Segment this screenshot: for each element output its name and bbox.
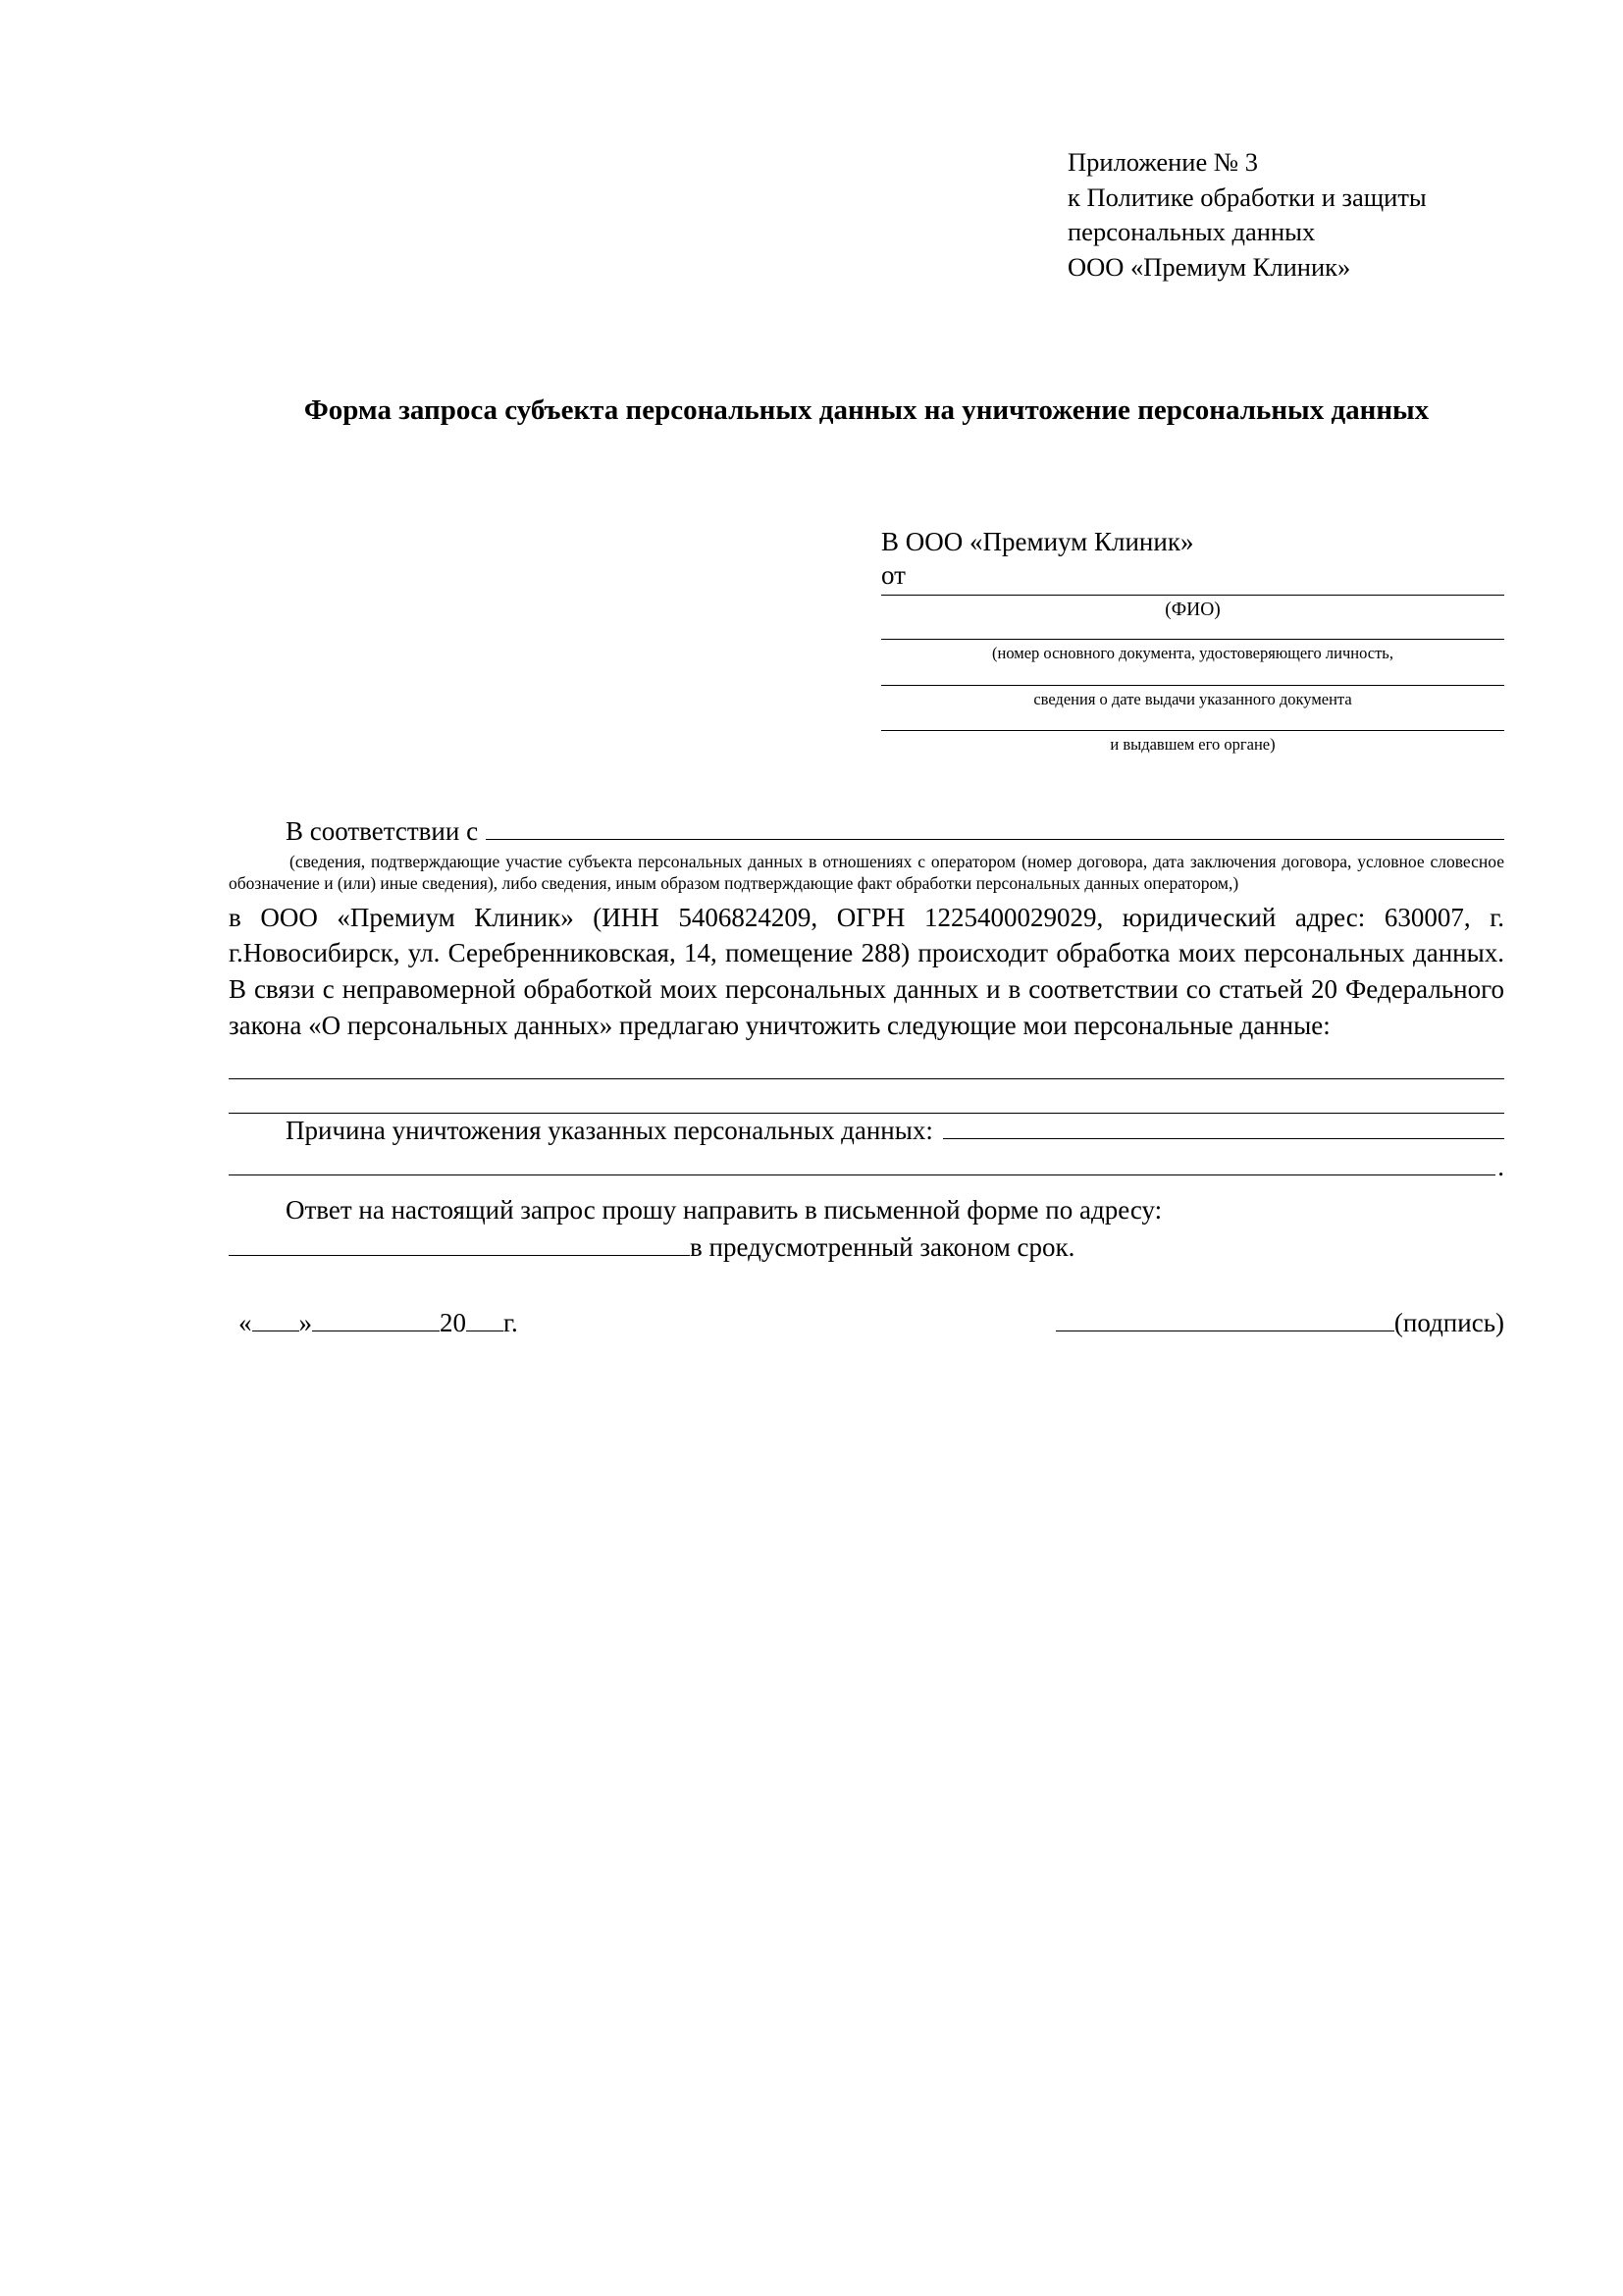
fineprint-text: (сведения, подтверждающие участие субъекта персональных данных в отношениях с оператором (номер договора, дата заключения договора, условное словесное обозначение и (или) иные сведения), либо сведения, иным образом подтверждающие факт обработки персональных данных оператором,) bbox=[229, 851, 1504, 893]
addressee-block bbox=[881, 525, 1504, 756]
signature-blank-line[interactable] bbox=[1056, 1312, 1394, 1331]
document-content bbox=[229, 0, 1504, 1338]
document-number-blank-line[interactable] bbox=[881, 639, 1504, 640]
appendix-header bbox=[1068, 145, 1504, 285]
appendix-policy-line1: к Политике обработки и защиты bbox=[1068, 182, 1427, 212]
day-blank[interactable] bbox=[252, 1312, 299, 1331]
document-date-caption: сведения о дате выдачи указанного документа bbox=[1033, 689, 1352, 708]
signature-date bbox=[229, 1308, 518, 1338]
page-title-line2: персональных данных bbox=[1137, 394, 1430, 426]
addressee-to: В ООО «Премиум Клиник» bbox=[881, 527, 1194, 557]
answer-address-row bbox=[229, 1232, 1504, 1263]
answer-address-blank[interactable] bbox=[229, 1236, 690, 1256]
year-blank[interactable] bbox=[466, 1312, 503, 1331]
page-title bbox=[229, 391, 1504, 431]
reason-blank-line-2[interactable] bbox=[229, 1156, 1495, 1175]
addressee-from-label: от bbox=[881, 560, 906, 591]
appendix-policy-line2: персональных данных bbox=[1068, 217, 1316, 246]
in-accordance-row bbox=[229, 816, 1504, 847]
answer-address-tail: в предусмотренный законом срок. bbox=[690, 1231, 1075, 1262]
fio-blank-line[interactable] bbox=[881, 595, 1504, 596]
signature-caption: (подпись) bbox=[1393, 1307, 1504, 1337]
quote-open: « bbox=[238, 1307, 252, 1337]
main-paragraph: в ООО «Премиум Клиник» (ИНН 5406824209, ОГРН 1225400029029, юридический адрес: 630007, г. г.Новосибирск, ул. Серебренниковская, 14, помещение 288) происходит обработка моих персональных данных. В связи с неправомерной обработкой моих персональных данных и в соответствии со статьей 20 Федерального закона «О персональных данных» предлагаю уничтожить следующие мои персональные данные: bbox=[229, 902, 1504, 1040]
year-prefix: 20 bbox=[440, 1307, 466, 1337]
reason-row bbox=[229, 1116, 1504, 1146]
fineprint-note bbox=[229, 851, 1504, 894]
personal-data-blank-line-1[interactable] bbox=[229, 1043, 1504, 1079]
appendix-company: ООО «Премиум Клиник» bbox=[1068, 251, 1351, 282]
in-accordance-label: В соответствии с bbox=[286, 815, 479, 846]
appendix-number: Приложение № 3 bbox=[1068, 147, 1259, 177]
fio-caption: (ФИО) bbox=[1165, 600, 1221, 621]
in-accordance-blank[interactable] bbox=[486, 820, 1504, 840]
document-date-blank-line[interactable] bbox=[881, 685, 1504, 686]
document-body bbox=[229, 816, 1504, 1338]
reason-period: . bbox=[1497, 1152, 1504, 1182]
page-title-line1: Форма запроса субъекта персональных данных на уничтожение bbox=[303, 394, 1130, 426]
document-issuer-blank-line[interactable] bbox=[881, 730, 1504, 731]
document-number-caption: (номер основного документа, удостоверяющего личность, bbox=[992, 644, 1393, 663]
reason-tail-row bbox=[229, 1152, 1504, 1182]
reason-blank-line-1[interactable] bbox=[943, 1120, 1504, 1139]
year-suffix: г. bbox=[503, 1307, 518, 1337]
signature-row bbox=[229, 1308, 1504, 1338]
reason-label: Причина уничтожения указанных персональных данных: bbox=[286, 1116, 933, 1146]
document-issuer-caption: и выдавшем его органе) bbox=[1110, 735, 1276, 755]
month-blank[interactable] bbox=[312, 1312, 440, 1331]
answer-paragraph: Ответ на настоящий запрос прошу направить в письменной форме по адресу: bbox=[286, 1195, 1163, 1226]
personal-data-blank-line-2[interactable] bbox=[229, 1079, 1504, 1114]
quote-close: » bbox=[298, 1307, 312, 1337]
